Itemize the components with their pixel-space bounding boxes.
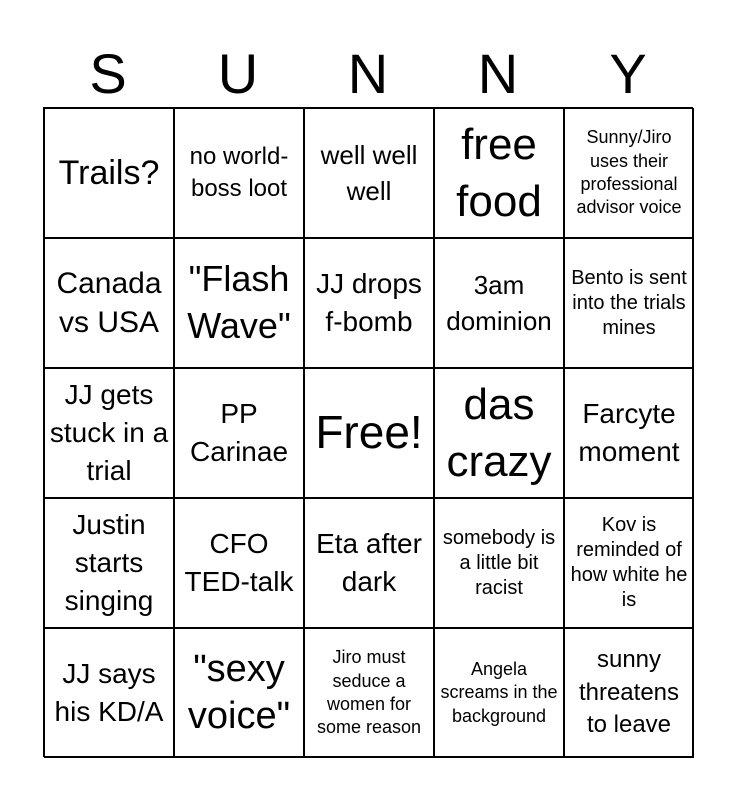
header-letter-n-2: N [477, 42, 519, 105]
header-letter-n: N [347, 42, 389, 105]
bingo-cell[interactable]: Kov is reminded of how white he is [564, 498, 694, 628]
bingo-cell[interactable]: Angela screams in the background [434, 628, 564, 758]
bingo-cell[interactable]: Justin starts singing [44, 498, 174, 628]
bingo-cell[interactable]: 3am dominion [434, 238, 564, 368]
bingo-board [43, 107, 693, 757]
header-letter-u: U [217, 42, 259, 105]
bingo-cell[interactable]: Free! [304, 368, 434, 498]
bingo-cell[interactable]: free food [434, 108, 564, 238]
bingo-cell[interactable]: "Flash Wave" [174, 238, 304, 368]
bingo-cell[interactable]: das crazy [434, 368, 564, 498]
bingo-cell[interactable]: JJ gets stuck in a trial [44, 368, 174, 498]
bingo-cell[interactable]: JJ says his KD/A [44, 628, 174, 758]
bingo-cell[interactable]: Jiro must seduce a women for some reason [304, 628, 434, 758]
bingo-cell[interactable]: CFO TED-talk [174, 498, 304, 628]
bingo-cell[interactable]: well well well [304, 108, 434, 238]
bingo-cell[interactable]: somebody is a little bit racist [434, 498, 564, 628]
bingo-header [43, 40, 693, 108]
bingo-cell[interactable]: Eta after dark [304, 498, 434, 628]
bingo-cell[interactable]: Farcyte moment [564, 368, 694, 498]
bingo-cell[interactable]: JJ drops f-bomb [304, 238, 434, 368]
bingo-cell[interactable]: "sexy voice" [174, 628, 304, 758]
bingo-cell[interactable]: Canada vs USA [44, 238, 174, 368]
bingo-cell[interactable]: no world-boss loot [174, 108, 304, 238]
bingo-cell[interactable]: sunny threatens to leave [564, 628, 694, 758]
header-letter-y: Y [609, 42, 647, 105]
bingo-cell[interactable]: Bento is sent into the trials mines [564, 238, 694, 368]
bingo-cell[interactable]: Trails? [44, 108, 174, 238]
bingo-cell[interactable]: PP Carinae [174, 368, 304, 498]
bingo-cell[interactable]: Sunny/Jiro uses their professional advisor voice [564, 108, 694, 238]
header-letter-s: S [89, 42, 127, 105]
